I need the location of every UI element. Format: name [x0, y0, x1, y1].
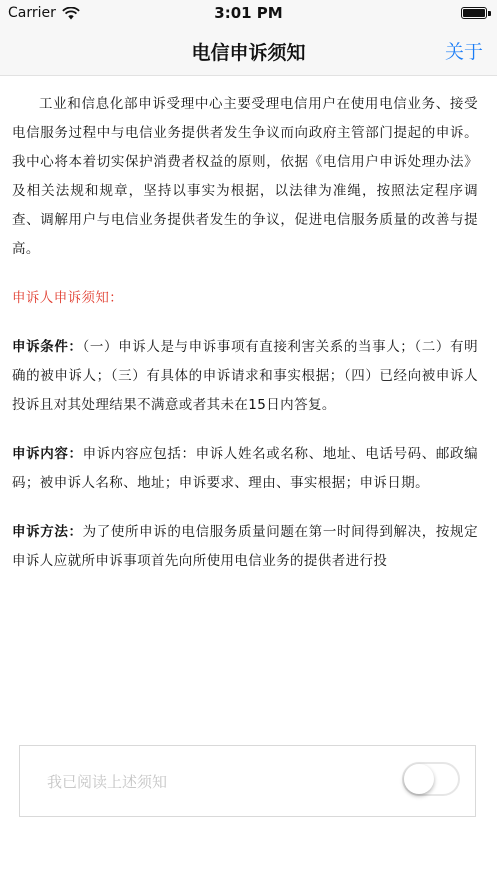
- contents-paragraph: [12, 440, 478, 498]
- carrier-label: Carrier: [8, 5, 56, 21]
- methods-paragraph: [12, 518, 478, 576]
- status-time: 3:01 PM: [214, 4, 283, 22]
- notice-heading: 申诉人申诉须知：: [12, 290, 124, 306]
- methods-text: 为了使所申诉的电信服务质量问题在第一时间得到解决，按规定申诉人应就所申诉事项首先向所使用电信业务的提供者进行投: [12, 524, 478, 569]
- contents-text: 申诉内容应包括：申诉人姓名或名称、地址、电话号码、邮政编码；被申诉人名称、地址；申诉要求、理由、事实根据；申诉日期。: [12, 446, 478, 491]
- agree-label: 我已阅读上述须知: [47, 773, 168, 791]
- battery-icon: [461, 7, 487, 19]
- toggle-knob[interactable]: [404, 764, 434, 794]
- conditions-text: （一）申诉人是与申诉事项有直接利害关系的当事人；（二）有明确的被申诉人；（三）有具体的申诉请求和事实根据；（四）已经向被申诉人投诉且对其处理结果不满意或者其未在15日内答复。: [12, 339, 478, 413]
- contents-label: 申诉内容：: [12, 446, 83, 462]
- conditions-paragraph: [12, 333, 478, 420]
- intro-paragraph: 工业和信息化部申诉受理中心主要受理电信用户在使用电信业务、接受电信服务过程中与电信业务提供者发生争议而向政府主管部门提起的申诉。我中心将本着切实保护消费者权益的原则，依据《电信用户申诉处理办法》及相关法规和规章，坚持以事实为根据，以法律为准绳，按照法定程序调查、调解用户与电信业务提供者发生的争议，促进电信服务质量的改善与提高。: [12, 96, 478, 257]
- battery-cap: [488, 11, 491, 16]
- agree-toggle[interactable]: [402, 762, 460, 796]
- agree-panel: [19, 745, 476, 817]
- status-bar: [0, 0, 497, 28]
- conditions-label: 申诉条件：: [12, 339, 83, 355]
- notice-content[interactable]: [12, 90, 478, 596]
- battery-fill: [463, 9, 485, 17]
- methods-label: 申诉方法：: [12, 524, 83, 540]
- about-button[interactable]: 关于: [444, 41, 483, 63]
- page-title: 电信申诉须知: [191, 42, 306, 64]
- nav-bar: [0, 28, 497, 76]
